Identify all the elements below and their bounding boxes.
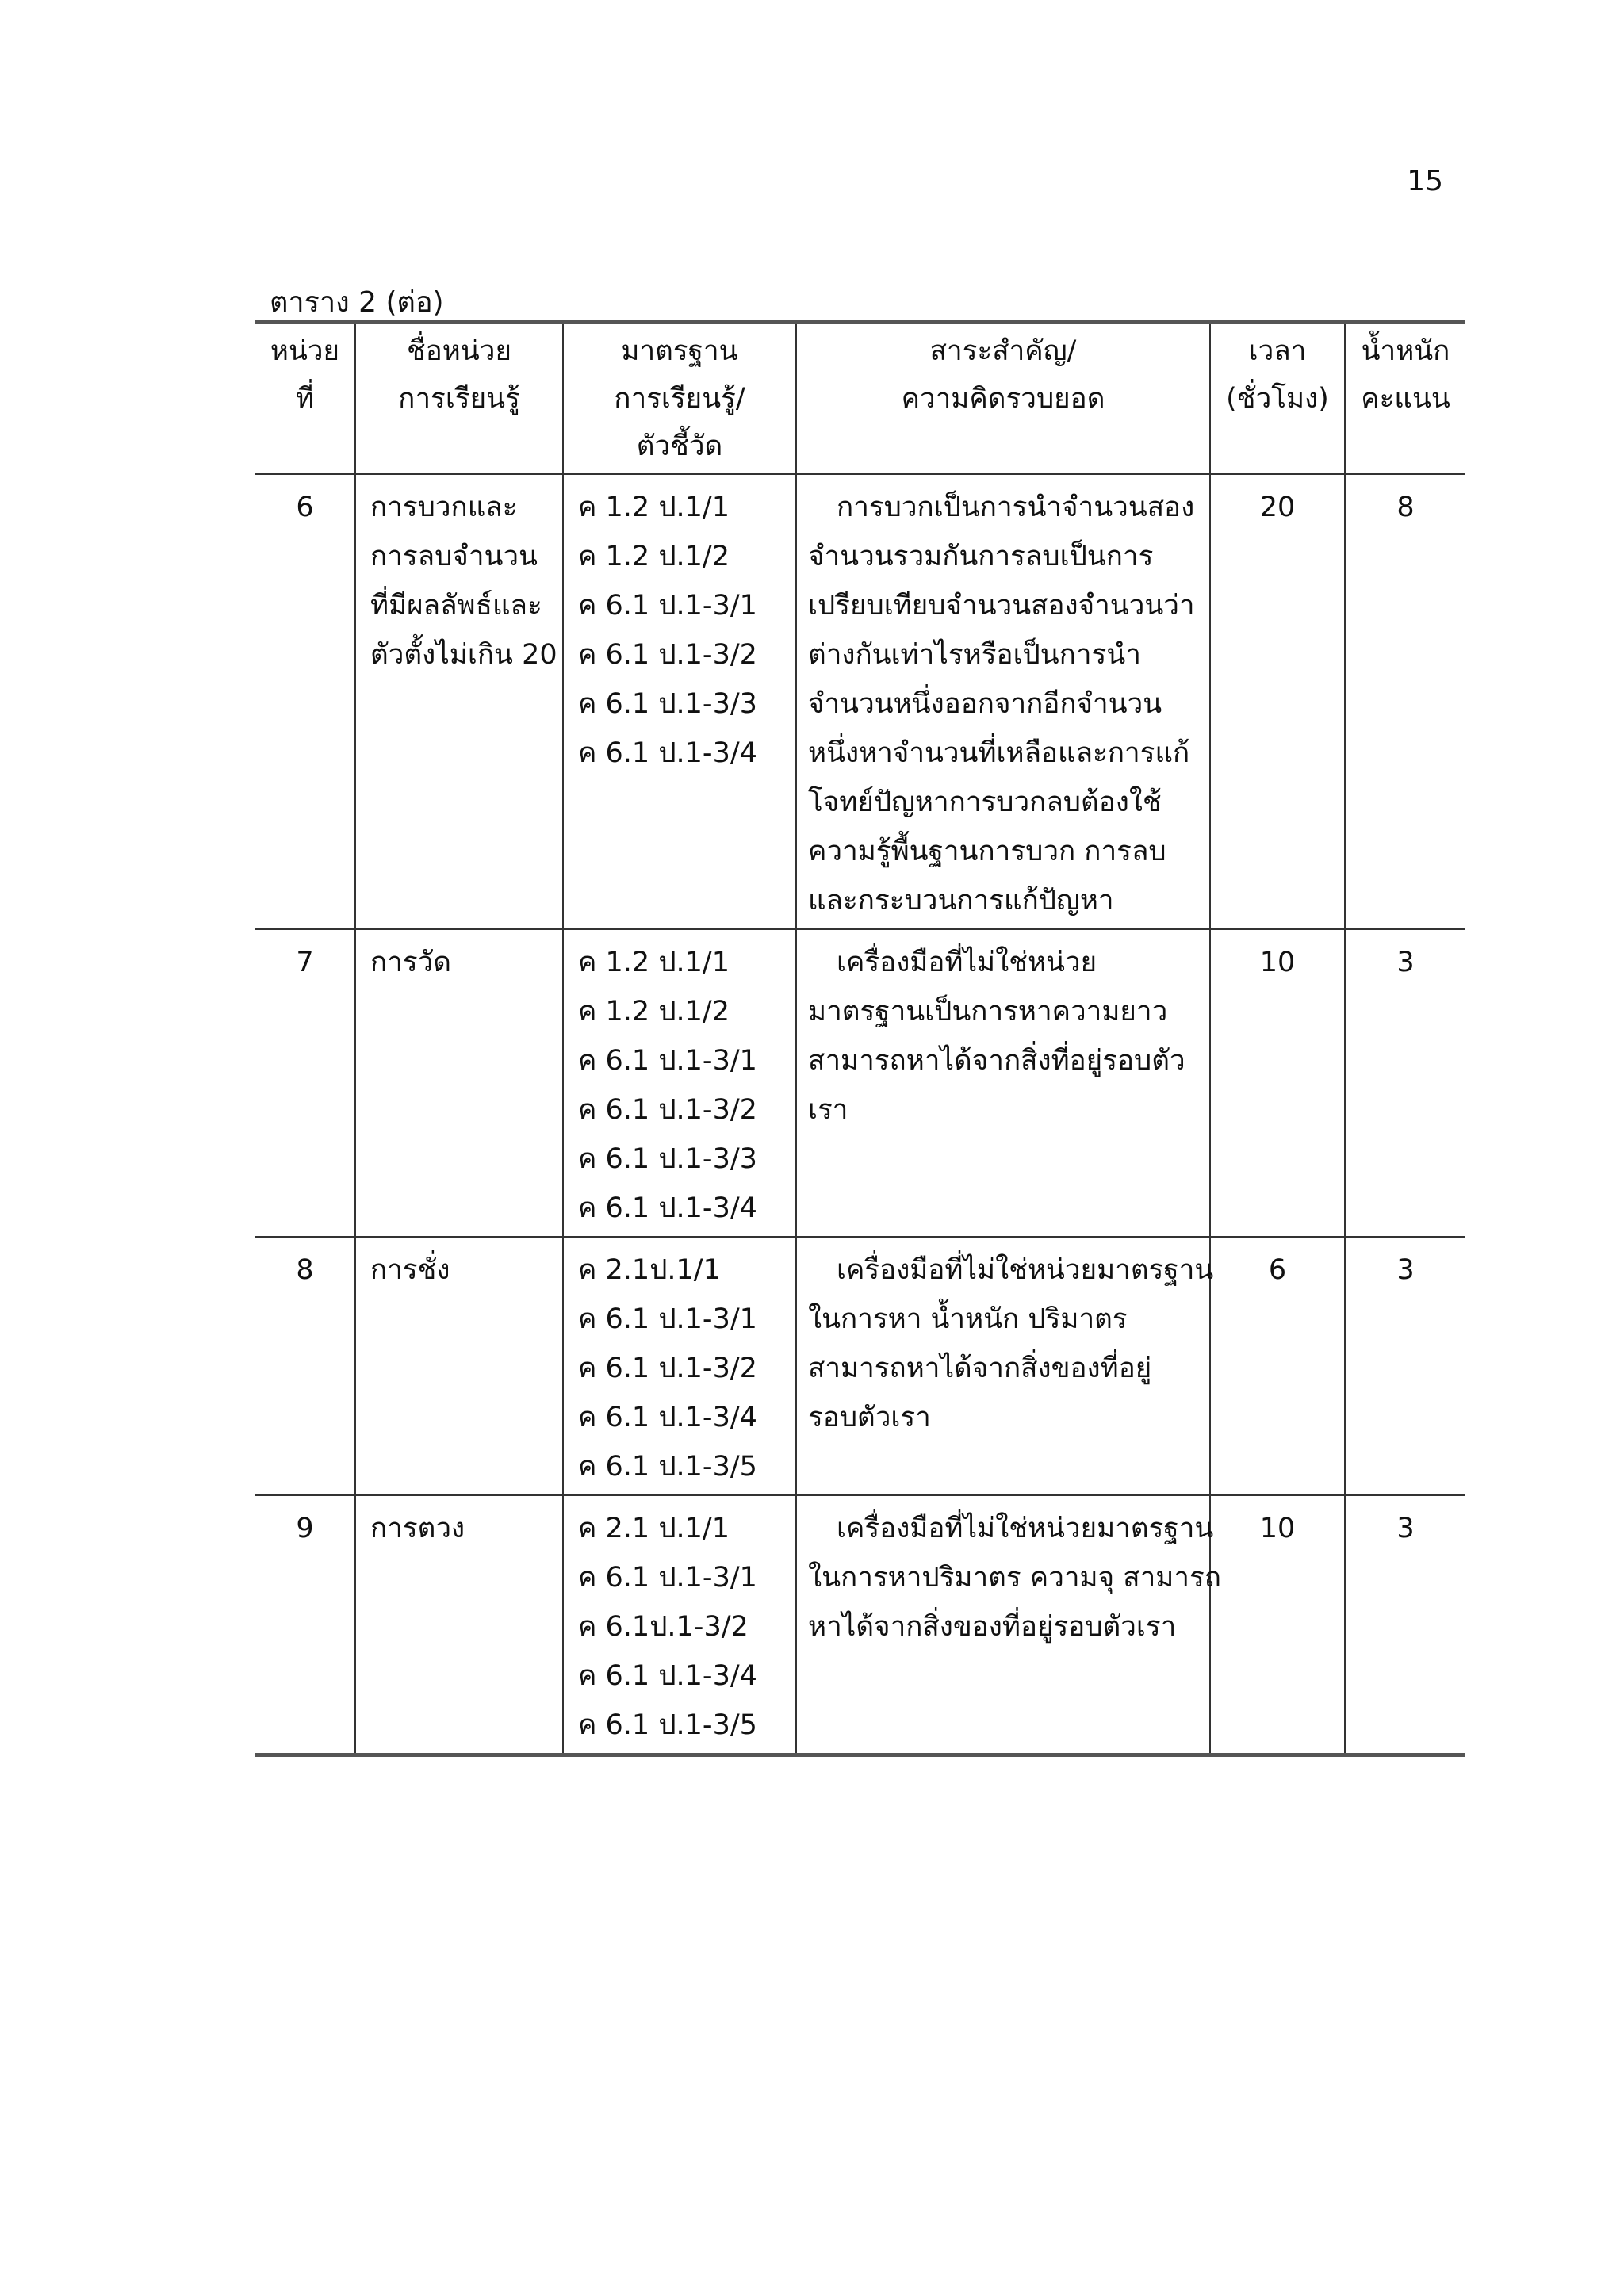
table-caption: ตาราง 2 (ต่อ): [270, 286, 444, 319]
cell-line: หาได้จากสิ่งของที่อยู่รอบตัวเรา: [808, 1611, 1177, 1643]
cell-line: ค 6.1 ป.1-3/1: [578, 1303, 757, 1335]
cell-line: ค 2.1 ป.1/1: [578, 1513, 730, 1544]
cell-line: เครื่องมือที่ไม่ใช่หน่วย: [837, 947, 1097, 978]
cell-line: ค 6.1 ป.1-3/1: [578, 1045, 757, 1077]
cell-line: มาตรฐานเป็นการหาความยาว: [808, 996, 1168, 1027]
header-standards: [563, 323, 796, 475]
cell-line: ความรู้พื้นฐานการบวก การลบ: [808, 836, 1166, 867]
concept-cell: [796, 1237, 1214, 1495]
header-line: คะแนน: [1361, 383, 1450, 415]
header-line: ตัวชี้วัด: [636, 430, 723, 462]
cell-line: ค 6.1ป.1-3/2: [578, 1611, 749, 1643]
weight-cell: 3: [1345, 1495, 1465, 1755]
table-row: [255, 474, 1465, 929]
header-line: ที่: [295, 383, 315, 415]
header-line: การเรียนรู้/: [614, 383, 745, 415]
cell-line: ในการหา น้ำหนัก ปริมาตร: [808, 1303, 1128, 1335]
cell-line: โจทย์ปัญหาการบวกลบต้องใช้: [808, 786, 1162, 818]
cell-line: ค 6.1 ป.1-3/5: [578, 1709, 757, 1741]
cell-line: ที่มีผลลัพธ์และ: [370, 590, 542, 622]
header-line: การเรียนรู้: [398, 383, 520, 415]
cell-line: ค 6.1 ป.1-3/4: [578, 1402, 757, 1433]
concept-cell: [796, 929, 1210, 1237]
table-row: [255, 1495, 1465, 1755]
unit-name-cell: [355, 1237, 563, 1495]
concept-cell: [796, 474, 1210, 929]
header-concept: [796, 323, 1210, 475]
cell-line: เรา: [808, 1094, 848, 1126]
cell-line: ค 6.1 ป.1-3/4: [578, 1660, 757, 1692]
table-body: [255, 474, 1465, 1755]
unit-name-cell: [355, 929, 563, 1237]
cell-line: การวัด: [370, 947, 452, 978]
unit-number-cell: 7: [255, 929, 355, 1237]
unit-name-cell: [355, 1495, 563, 1755]
header-weight: [1345, 323, 1465, 475]
curriculum-table: [255, 320, 1465, 1757]
page-number: 15: [1407, 165, 1443, 197]
hours-cell: 10: [1210, 1495, 1345, 1755]
standards-cell: [563, 474, 796, 929]
standards-cell: [563, 1237, 796, 1495]
cell-line: จำนวนรวมกันการลบเป็นการ: [808, 541, 1154, 572]
standards-cell: [563, 929, 796, 1237]
header-row: [255, 323, 1465, 475]
header-line: เวลา: [1248, 335, 1307, 367]
hours-cell: 10: [1210, 929, 1345, 1237]
cell-line: ค 6.1 ป.1-3/2: [578, 1353, 757, 1384]
table-row: [255, 929, 1465, 1237]
cell-line: การลบจำนวน: [370, 541, 538, 572]
cell-line: เครื่องมือที่ไม่ใช่หน่วยมาตรฐาน: [837, 1513, 1214, 1544]
cell-line: ค 6.1 ป.1-3/3: [578, 1143, 757, 1175]
cell-line: ค 6.1 ป.1-3/2: [578, 1094, 757, 1126]
hours-cell: 20: [1210, 474, 1345, 929]
header-line: น้ำหนัก: [1361, 335, 1450, 367]
cell-line: เปรียบเทียบจำนวนสองจำนวนว่า: [808, 590, 1195, 622]
cell-line: หนึ่งหาจำนวนที่เหลือและการแก้: [808, 737, 1190, 769]
header-unit-name: [355, 323, 563, 475]
concept-cell: [796, 1495, 1221, 1755]
cell-line: เครื่องมือที่ไม่ใช่หน่วยมาตรฐาน: [837, 1254, 1214, 1286]
header-unit: [255, 323, 355, 475]
cell-line: การบวกและ: [370, 492, 518, 523]
cell-line: ค 6.1 ป.1-3/3: [578, 688, 757, 720]
cell-line: รอบตัวเรา: [808, 1402, 931, 1433]
cell-line: ค 1.2 ป.1/2: [578, 996, 730, 1027]
cell-line: ค 2.1ป.1/1: [578, 1254, 721, 1286]
weight-cell: 3: [1345, 929, 1465, 1237]
cell-line: การชั่ง: [370, 1254, 450, 1286]
header-line: มาตรฐาน: [621, 335, 738, 367]
unit-number-cell: 8: [255, 1237, 355, 1495]
cell-line: ค 6.1 ป.1-3/4: [578, 1192, 757, 1224]
cell-line: ค 1.2 ป.1/2: [578, 541, 730, 572]
cell-line: จำนวนหนึ่งออกจากอีกจำนวน: [808, 688, 1162, 720]
cell-line: ในการหาปริมาตร ความจุ สามารถ: [808, 1562, 1221, 1594]
cell-line: ต่างกันเท่าไรหรือเป็นการนำ: [808, 639, 1141, 671]
cell-line: และกระบวนการแก้ปัญหา: [808, 885, 1114, 916]
cell-line: การตวง: [370, 1513, 465, 1544]
weight-cell: 3: [1345, 1237, 1465, 1495]
header-line: (ชั่วโมง): [1226, 383, 1329, 415]
cell-line: การบวกเป็นการนำจำนวนสอง: [837, 492, 1195, 523]
cell-line: ค 6.1 ป.1-3/2: [578, 639, 757, 671]
cell-line: ค 1.2 ป.1/1: [578, 947, 730, 978]
cell-line: ค 6.1 ป.1-3/1: [578, 590, 757, 622]
table-header: [255, 323, 1465, 475]
weight-cell: 8: [1345, 474, 1465, 929]
cell-line: สามารถหาได้จากสิ่งของที่อยู่: [808, 1353, 1152, 1384]
cell-line: ค 6.1 ป.1-3/5: [578, 1451, 757, 1483]
standards-cell: [563, 1495, 796, 1755]
hours-cell: 6: [1210, 1237, 1345, 1495]
table-row: [255, 1237, 1465, 1495]
header-line: ความคิดรวบยอด: [901, 383, 1105, 415]
cell-line: ตัวตั้งไม่เกิน 20: [370, 639, 557, 671]
header-line: หน่วย: [270, 335, 340, 367]
cell-line: สามารถหาได้จากสิ่งที่อยู่รอบตัว: [808, 1045, 1185, 1077]
unit-number-cell: 6: [296, 492, 314, 523]
unit-number-cell: 9: [255, 1495, 355, 1755]
header-line: สาระสำคัญ/: [929, 335, 1077, 367]
unit-name-cell: [355, 474, 563, 929]
header-line: ชื่อหน่วย: [407, 335, 511, 367]
header-hours: [1210, 323, 1345, 475]
cell-line: ค 6.1 ป.1-3/1: [578, 1562, 757, 1594]
cell-line: ค 1.2 ป.1/1: [578, 492, 730, 523]
cell-line: ค 6.1 ป.1-3/4: [578, 737, 757, 769]
